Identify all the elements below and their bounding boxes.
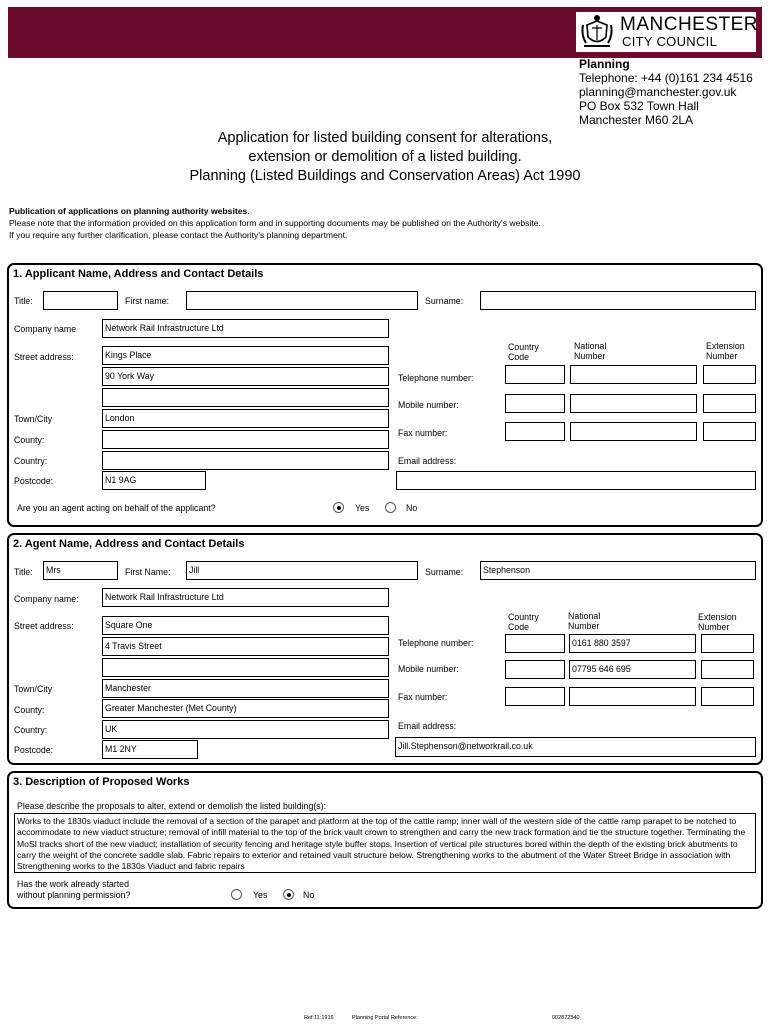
applicant-mob-country-code-field[interactable] (505, 394, 565, 413)
contact-telephone: Telephone: +44 (0)161 234 4516 (579, 71, 753, 85)
logo-text-manchester: MANCHESTER (620, 14, 759, 35)
contact-address-line2: Manchester M60 2LA (579, 113, 694, 127)
agent-title-label: Title: (14, 567, 33, 577)
applicant-country-code-header: Country Code (508, 342, 539, 362)
agent-street-label: Street address: (14, 621, 74, 631)
applicant-title-field[interactable] (43, 291, 118, 310)
agent-mob-extension-field[interactable] (701, 660, 754, 679)
agent-county-label: County: (14, 705, 45, 715)
agent-street-line3-field[interactable] (102, 658, 389, 677)
agent-tel-national-field[interactable]: 0161 880 3597 (569, 634, 696, 653)
agent-extension-header: Extension Number (698, 612, 737, 632)
agent-yes-radio[interactable] (333, 502, 344, 513)
agent-country-label: Country: (14, 725, 48, 735)
agent-postcode-field[interactable]: M1 2NY (102, 740, 198, 759)
section-description-title: 3. Description of Proposed Works (13, 776, 190, 788)
footer-portal-label: Planning Portal Reference: (352, 1015, 418, 1021)
contact-email: planning@manchester.gov.uk (579, 85, 737, 99)
applicant-fax-extension-field[interactable] (703, 422, 756, 441)
publication-note-2: If you require any further clarification, please contact the Authority's planning department. (9, 230, 348, 240)
applicant-first-name-field[interactable] (186, 291, 418, 310)
agent-first-name-field[interactable]: Jill (186, 561, 418, 580)
work-started-yes-radio[interactable] (231, 889, 242, 900)
agent-fax-label: Fax number: (398, 692, 448, 702)
council-logo (576, 12, 759, 52)
agent-fax-extension-field[interactable] (701, 687, 754, 706)
applicant-street-line2-field[interactable]: 90 York Way (102, 367, 389, 386)
agent-first-name-label: First Name: (125, 567, 171, 577)
applicant-town-field[interactable]: London (102, 409, 389, 428)
agent-mobile-label: Mobile number: (398, 664, 459, 674)
applicant-fax-country-code-field[interactable] (505, 422, 565, 441)
applicant-street-label: Street address: (14, 352, 74, 362)
section-applicant-title: 1. Applicant Name, Address and Contact Details (13, 268, 264, 280)
form-title-line3: Planning (Listed Buildings and Conservation Areas) Act 1990 (189, 168, 581, 184)
applicant-county-label: County: (14, 435, 45, 445)
applicant-national-number-header: National Number (574, 341, 607, 361)
applicant-tel-national-field[interactable] (570, 365, 697, 384)
agent-country-code-header: Country Code (508, 612, 539, 632)
applicant-country-label: Country: (14, 456, 48, 466)
agent-no-label: No (406, 503, 418, 513)
agent-national-number-header: National Number (568, 611, 601, 631)
agent-mob-country-code-field[interactable] (505, 660, 565, 679)
agent-surname-field[interactable]: Stephenson (480, 561, 756, 580)
agent-fax-national-field[interactable] (569, 687, 696, 706)
footer-portal-ref: 002872540 (552, 1015, 580, 1021)
applicant-company-field[interactable]: Network Rail Infrastructure Ltd (102, 319, 389, 338)
agent-email-field[interactable]: Jill.Stephenson@networkrail.co.uk (395, 737, 756, 757)
agent-tel-country-code-field[interactable] (505, 634, 565, 653)
form-title-line1: Application for listed building consent for alterations, (217, 130, 553, 146)
applicant-fax-national-field[interactable] (570, 422, 697, 441)
applicant-surname-label: Surname: (425, 296, 464, 306)
applicant-postcode-field[interactable]: N1 9AG (102, 471, 206, 490)
applicant-email-field[interactable] (396, 471, 756, 490)
agent-fax-country-code-field[interactable] (505, 687, 565, 706)
agent-tel-extension-field[interactable] (701, 634, 754, 653)
agent-country-field[interactable]: UK (102, 720, 389, 739)
work-started-no-radio[interactable] (283, 889, 294, 900)
agent-street-line2-field[interactable]: 4 Travis Street (102, 637, 389, 656)
applicant-mob-national-field[interactable] (570, 394, 697, 413)
agent-county-field[interactable]: Greater Manchester (Met County) (102, 699, 389, 718)
applicant-title-label: Title: (14, 296, 33, 306)
contact-department: Planning (579, 57, 630, 71)
agent-postcode-label: Postcode: (14, 745, 54, 755)
publication-heading: Publication of applications on planning authority websites. (9, 206, 250, 216)
applicant-extension-header: Extension Number (706, 341, 745, 361)
description-prompt: Please describe the proposals to alter, extend or demolish the listed building(s): (17, 801, 327, 811)
agent-company-label: Company name: (14, 594, 79, 604)
contact-address-line1: PO Box 532 Town Hall (579, 99, 699, 113)
applicant-street-line1-field[interactable]: Kings Place (102, 346, 389, 365)
applicant-telephone-label: Telephone number: (398, 373, 474, 383)
agent-town-field[interactable]: Manchester (102, 679, 389, 698)
applicant-first-name-label: First name: (125, 296, 169, 306)
description-textarea[interactable]: Works to the 1830s viaduct include the removal of a section of the parapet and platform at the top of the cattle ramp; inner wall of the western side of the cattle ramp parapet to be notched to accommodate to new viaduct structure; removal of infill material to the top of the brick vault crown to strengthen and carry the new track formation and tie the structure together. Terminating the MoSI tracks short of the new viaduct; installation of security fencing and heritage style buffer stops. Insertion of vertical pile structures bored within the depth of the existing brick abutments to carry the weight of the concrete saddle slab. Fabric repairs to exterior and retained vault structure below. Strengthening works to the abutment of the Water Street Bridge in association with Strengthening works to the 1830s Viaduct and fabric repairs (14, 813, 756, 873)
agent-email-label: Email address: (398, 721, 457, 731)
agent-mob-national-field[interactable]: 07795 646 695 (569, 660, 696, 679)
applicant-mobile-label: Mobile number: (398, 400, 459, 410)
logo-text-city-council: CITY COUNCIL (622, 34, 718, 49)
coat-of-arms-icon (578, 13, 616, 51)
agent-town-label: Town/City (14, 684, 53, 694)
agent-title-field[interactable]: Mrs (43, 561, 118, 580)
work-started-yes-label: Yes (253, 890, 268, 900)
agent-telephone-label: Telephone number: (398, 638, 474, 648)
applicant-company-label: Company name (14, 324, 77, 334)
agent-question-label: Are you an agent acting on behalf of the applicant? (17, 503, 216, 513)
agent-yes-label: Yes (355, 503, 370, 513)
applicant-country-field[interactable] (102, 451, 389, 470)
applicant-postcode-label: Postcode: (14, 476, 54, 486)
agent-company-field[interactable]: Network Rail Infrastructure Ltd (102, 588, 389, 607)
applicant-street-line3-field[interactable] (102, 388, 389, 407)
applicant-tel-country-code-field[interactable] (505, 365, 565, 384)
work-started-question-line2: without planning permission? (17, 890, 131, 900)
work-started-question-line1: Has the work already started (17, 879, 129, 889)
applicant-tel-extension-field[interactable] (703, 365, 756, 384)
applicant-fax-label: Fax number: (398, 428, 448, 438)
agent-no-radio[interactable] (385, 502, 396, 513)
form-title-line2: extension or demolition of a listed building. (248, 149, 522, 165)
applicant-county-field[interactable] (102, 430, 389, 449)
applicant-town-label: Town/City (14, 414, 53, 424)
footer-ref: Ref:11:1916 (304, 1015, 334, 1021)
applicant-mob-extension-field[interactable] (703, 394, 756, 413)
section-agent-title: 2. Agent Name, Address and Contact Details (13, 538, 245, 550)
applicant-surname-field[interactable] (480, 291, 756, 310)
work-started-no-label: No (303, 890, 315, 900)
publication-note-1: Please note that the information provided on this application form and in supporting documents may be published on the Authority's website. (9, 218, 541, 228)
agent-surname-label: Surname: (425, 567, 464, 577)
applicant-email-label: Email address: (398, 456, 457, 466)
agent-street-line1-field[interactable]: Square One (102, 616, 389, 635)
